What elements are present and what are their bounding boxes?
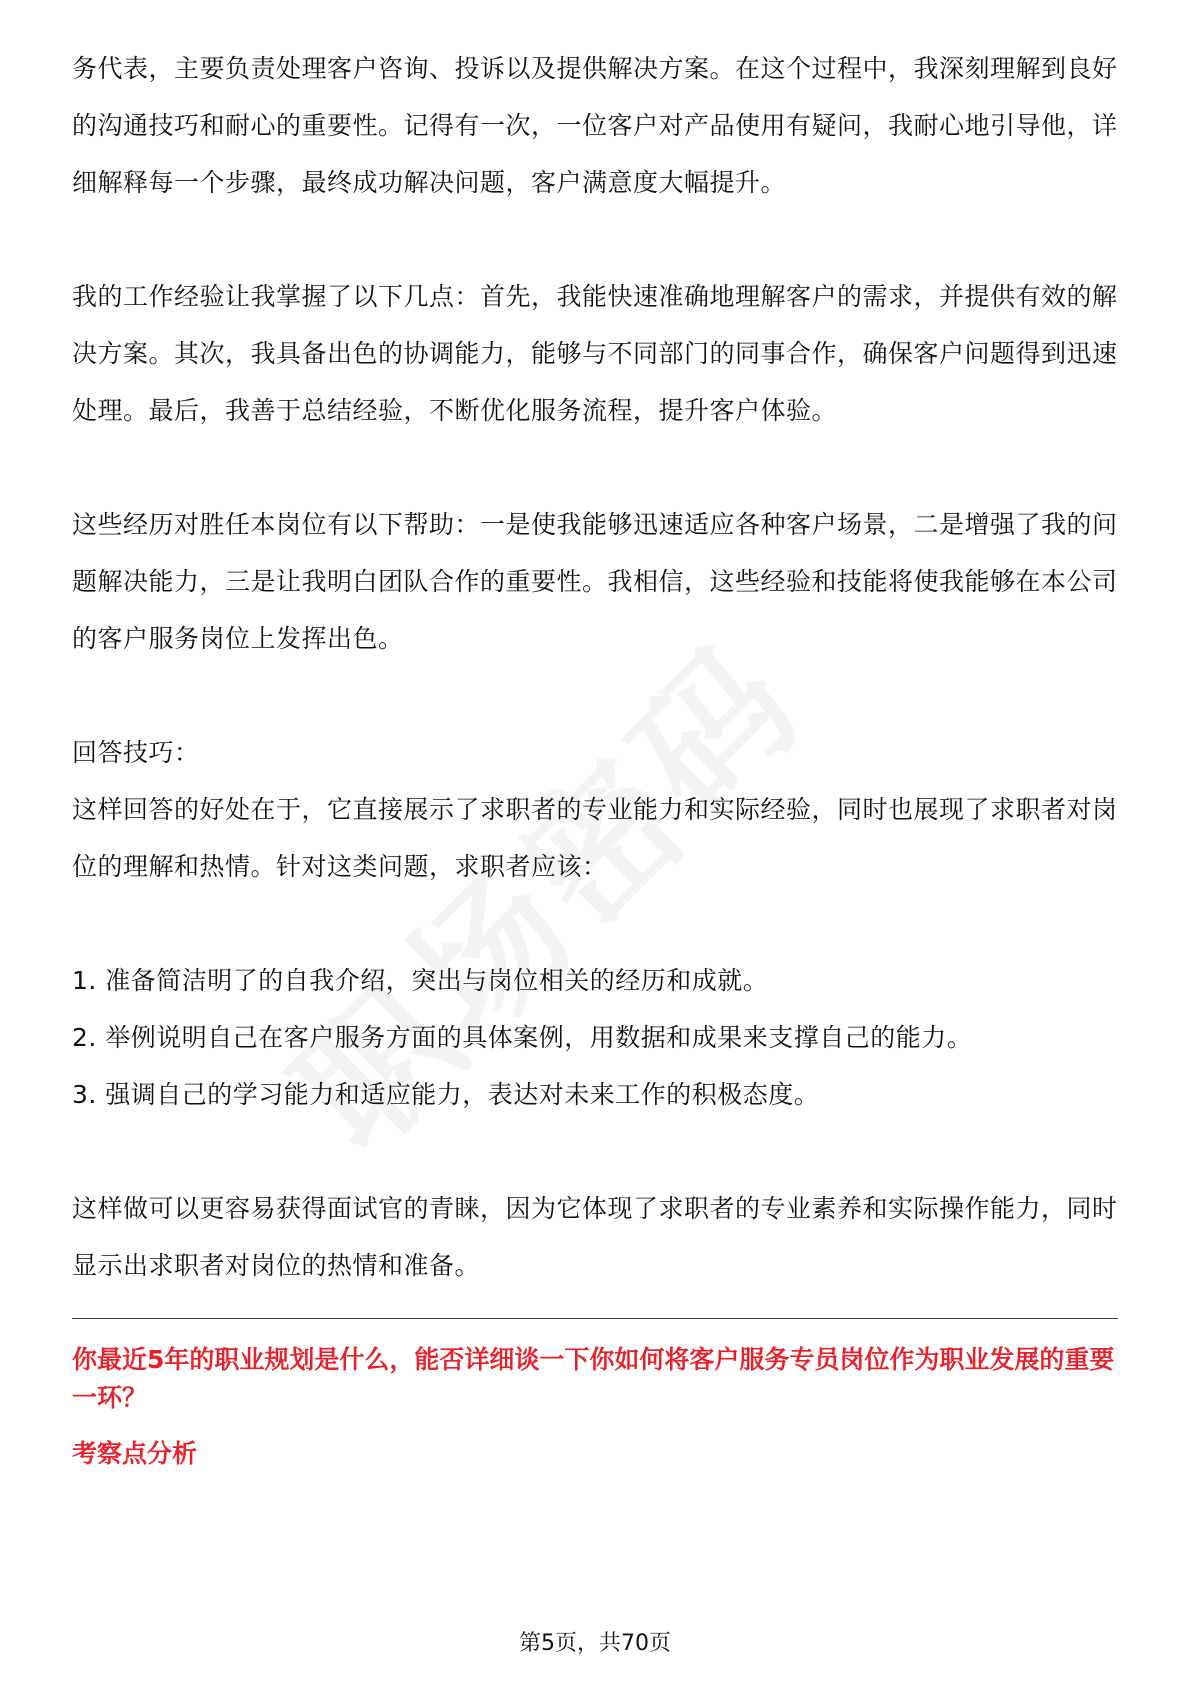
list-item: 1. 准备简洁明了的自我介绍，突出与岗位相关的经历和成就。 xyxy=(72,966,769,995)
paragraph-skills: 我的工作经验让我掌握了以下几点：首先，我能快速准确地理解客户的需求，并提供有效的解决方案。其次，我具备出色的协调能力，能够与不同部门的同事合作，确保客户问题得到迅速处理。最后，我善于总结经验，不断优化服务流程，提升客户体验。 xyxy=(72,282,1118,425)
list-item: 2. 举例说明自己在客户服务方面的具体案例，用数据和成果来支撑自己的能力。 xyxy=(72,1023,973,1052)
document-page xyxy=(72,40,1118,1473)
paragraph-conclusion: 这样做可以更容易获得面试官的青睐，因为它体现了求职者的专业素养和实际操作能力，同时显示出求职者对岗位的热情和准备。 xyxy=(72,1194,1118,1280)
interview-question: 你最近5年的职业规划是什么，能否详细谈一下你如何将客户服务专员岗位作为职业发展的重要一环？ xyxy=(72,1345,1115,1412)
section-title: 考察点分析 xyxy=(72,1439,198,1468)
section-divider xyxy=(72,1318,1118,1319)
paragraph-benefits: 这些经历对胜任本岗位有以下帮助：一是使我能够迅速适应各种客户场景，二是增强了我的问题解决能力，三是让我明白团队合作的重要性。我相信，这些经验和技能将使我能够在本公司的客户服务岗位上发挥出色。 xyxy=(72,510,1118,653)
tips-label: 回答技巧： xyxy=(72,738,200,767)
page-footer: 第5页，共70页 xyxy=(519,1631,671,1656)
list-item: 3. 强调自己的学习能力和适应能力，表达对未来工作的积极态度。 xyxy=(72,1080,820,1109)
paragraph-tips: 这样回答的好处在于，它直接展示了求职者的专业能力和实际经验，同时也展现了求职者对岗位的理解和热情。针对这类问题，求职者应该： xyxy=(72,795,1118,881)
paragraph-experience: 务代表，主要负责处理客户咨询、投诉以及提供解决方案。在这个过程中，我深刻理解到良好的沟通技巧和耐心的重要性。记得有一次，一位客户对产品使用有疑问，我耐心地引导他，详细解释每一个步骤，最终成功解决问题，客户满意度大幅提升。 xyxy=(72,54,1118,197)
